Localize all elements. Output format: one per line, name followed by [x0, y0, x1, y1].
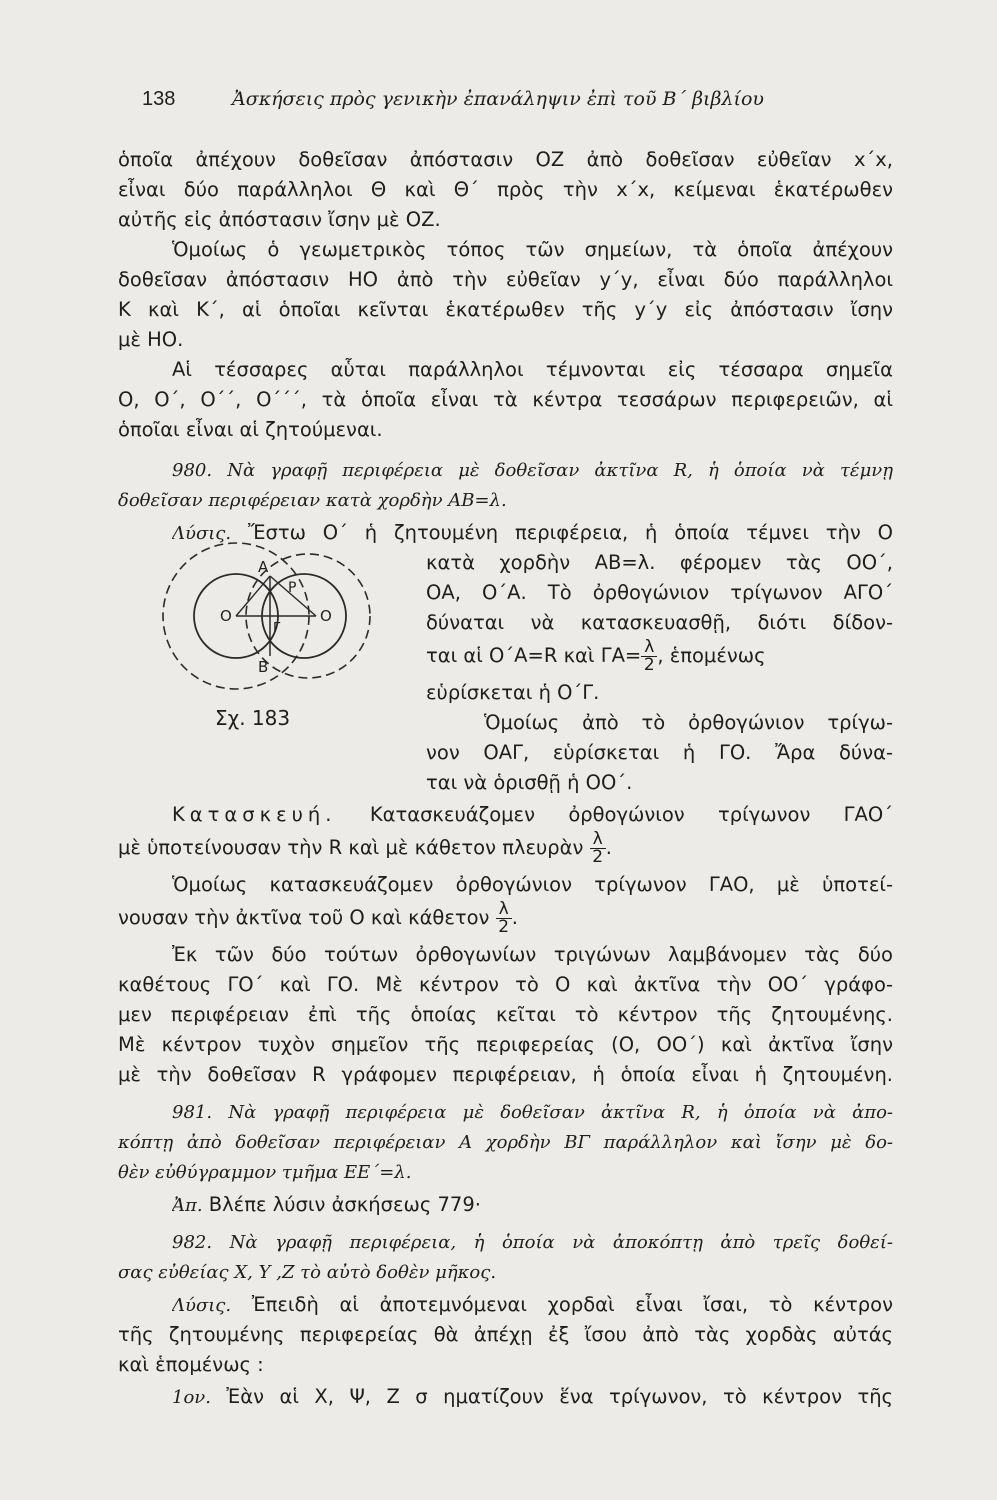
fraction-numerator: λ [641, 639, 657, 657]
text-line: Μὲ κέντρον τυχὸν σημεῖον τῆς περιφερείας (Ο, ΟΟ΄) καὶ ἀκτῖνα ἴσην [118, 1033, 893, 1056]
text-line: ΟΑ, Ο΄Α. Τὸ ὀρθογώνιον τρίγωνον ΑΓΟ΄ [426, 581, 893, 604]
text-span: Ἔστω Ο΄ ἡ ζητουμένη περιφέρεια, ἡ ὁποία τέμνει τὴν Ο [247, 521, 893, 544]
text-line: ται νὰ ὁρισθῇ ἡ ΟΟ΄. [426, 771, 633, 794]
text-line: αὐτῆς εἰς ἀπόστασιν ἴσην μὲ ΟΖ. [118, 208, 441, 231]
text-line: μὲ τὴν δοθεῖσαν R γράφομεν περιφέρειαν, ἡ ὁποία εἶναι ἡ ζητουμένη. [118, 1063, 893, 1086]
text-span: ται αἱ Ο΄Α=R καὶ ΓΑ= [426, 644, 642, 667]
text-line: ὁποῖα ἀπέχουν δοθεῖσαν ἀπόστασιν ΟΖ ἀπὸ δοθεῖσαν εὐθεῖαν x΄x, [118, 148, 893, 171]
label-P: Ρ [288, 580, 297, 596]
answer-981-line [172, 1190, 893, 1221]
label-A: Α [258, 558, 269, 576]
fraction-denominator: 2 [643, 655, 655, 675]
label-O-right: Ο [320, 607, 332, 625]
text-line: δύναται νὰ κατασκευασθῇ, διότι δίδον- [426, 611, 893, 634]
fraction-lambda-over-2 [590, 831, 606, 866]
construction-heading-line [172, 800, 893, 830]
text-line: ὁποῖαι εἶναι αἱ ζητούμεναι. [118, 418, 383, 441]
fraction-denominator: 2 [592, 847, 604, 867]
label-O-left: Ο [220, 607, 232, 625]
figure-caption: Σχ. 183 [215, 706, 291, 730]
fraction-denominator: 2 [498, 917, 510, 937]
problem-text: Νὰ γραφῇ περιφέρεια μὲ δοθεῖσαν ἀκτῖνα R, ἡ ὁποία νὰ τέμνῃ [227, 460, 893, 481]
text-line: εὑρίσκεται ἡ Ο΄Γ. [426, 681, 600, 704]
text-line: Αἱ τέσσαρες αὗται παράλληλοι τέμνονται εἰς τέσσαρα σημεῖα [172, 358, 893, 381]
lysis-label: Λύσις. [172, 523, 232, 544]
figure-183-intersecting-circles [150, 520, 390, 700]
text-span: Βλέπε λύσιν ἀσκήσεως 779· [208, 1193, 481, 1216]
case-1-line [172, 1382, 893, 1413]
text-line: Ο, Ο΄, Ο΄΄, Ο΄΄΄, τὰ ὁποῖα εἶναι τὰ κέντρα τεσσάρων περιφερειῶν, αἱ [118, 388, 893, 411]
construction-label: Κατασκευή. [172, 803, 337, 826]
problem-number: 980. [172, 460, 213, 481]
problem-number: 981. [172, 1102, 213, 1123]
text-line: καὶ ἑπομένως : [118, 1353, 264, 1376]
text-line: Ὁμοίως ὁ γεωμετρικὸς τόπος τῶν σημείων, τὰ ὁποῖα ἀπέχουν [172, 238, 893, 261]
fraction-numerator: λ [496, 901, 512, 919]
text-line-with-fraction [426, 636, 893, 676]
text-line: δοθεῖσαν ἀπόστασιν ΗΟ ἀπὸ τὴν εὐθεῖαν y΄y, εἶναι δύο παράλληλοι [118, 268, 893, 291]
text-line-with-fraction: νουσαν τὴν ἀκτῖνα τοῦ Ο καὶ κάθετον $\frac{\lambda}{2}$ . [118, 899, 518, 937]
problem-982-statement [172, 1228, 893, 1258]
text-span: μὲ ὑποτείνουσαν τὴν R καὶ μὲ κάθετον πλευρὰν [118, 836, 584, 859]
text-line: μεν περιφέρειαν ἐπὶ τῆς ὁποίας κεῖται τὸ κέντρον τῆς ζητουμένης. [118, 1003, 893, 1026]
problem-980-statement [172, 456, 893, 486]
problem-text: Νὰ γραφῇ περιφέρεια μὲ δοθεῖσαν ἀκτῖνα R, ἡ ὁποία νὰ ἀπο- [228, 1102, 893, 1123]
problem-981-statement-cont: κόπτῃ ἀπὸ δοθεῖσαν περιφέρειαν Α χορδὴν ΒΓ παράλληλον καὶ ἴσην μὲ δο- [118, 1132, 893, 1153]
case-label: 1ον. [172, 1387, 211, 1408]
problem-980-statement-cont: δοθεῖσαν περιφέρειαν κατὰ χορδὴν ΑΒ=λ. [118, 490, 507, 511]
text-line: τῆς ζητουμένης περιφερείας θὰ ἀπέχῃ ἐξ ἴσου ἀπὸ τὰς χορδὰς αὐτάς [118, 1323, 893, 1346]
fraction-lambda-over-2 [641, 639, 657, 674]
text-span: Ἐπειδὴ αἱ ἀποτεμνόμεναι χορδαὶ εἶναι ἴσαι, τὸ κέντρον [251, 1293, 893, 1316]
header-title: Ἀσκήσεις πρὸς γενικὴν ἐπανάληψιν ἐπὶ τοῦ Β΄ βιβλίου [232, 88, 764, 110]
text-line: καθέτους ΓΟ΄ καὶ ΓΟ. Μὲ κέντρον τὸ Ο καὶ ἀκτῖνα τὴν ΟΟ΄ γράφο- [118, 973, 893, 996]
problem-981-statement-end: θὲν εὐθύγραμμον τμῆμα ΕΕ΄=λ. [118, 1162, 412, 1183]
solution-982-line [172, 1290, 893, 1321]
page-number: 138 [142, 88, 176, 110]
text-line: Ὁμοίως ἀπὸ τὸ ὀρθογώνιον τρίγω- [484, 711, 893, 734]
text-line: Ἐκ τῶν δύο τούτων ὀρθογωνίων τριγώνων λαμβάνομεν τὰς δύο [172, 943, 893, 966]
text-line: Κ καὶ Κ΄, αἱ ὁποῖαι κεῖνται ἑκατέρωθεν τῆς y΄y εἰς ἀπόστασιν ἴσην [118, 298, 893, 321]
text-line: κατὰ χορδὴν ΑΒ=λ. φέρομεν τὰς ΟΟ΄, [426, 551, 893, 574]
text-span: Ἐὰν αἱ Χ, Ψ, Ζ σ ηματίζουν ἕνα τρίγωνον, τὸ κέντρον τῆς [226, 1385, 893, 1408]
label-G: Γ [273, 621, 281, 636]
fraction-lambda-over-2 [496, 901, 512, 936]
text-span: Κατασκευάζομεν ὀρθογώνιον τρίγωνον ΓΑΟ΄ [369, 803, 893, 826]
problem-number: 982. [172, 1232, 213, 1253]
label-B: Β [258, 658, 269, 676]
text-span: , ἑπομένως [657, 644, 766, 667]
text-line: εἶναι δύο παράλληλοι Θ καὶ Θ΄ πρὸς τὴν x΄x, κείμεναι ἑκατέρωθεν [118, 178, 893, 201]
text-line-with-fraction: μὲ ὑποτείνουσαν τὴν R καὶ μὲ κάθετον πλευρὰν $\frac{\lambda}{2}$ . [118, 829, 612, 867]
text-span: νουσαν τὴν ἀκτῖνα τοῦ Ο καὶ κάθετον [118, 906, 490, 929]
text-line: μὲ ΗΟ. [118, 328, 184, 351]
answer-label: Ἀπ. [172, 1195, 203, 1216]
problem-982-statement-cont: σας εὐθείας Χ, Υ ,Ζ τὸ αὐτὸ δοθὲν μῆκος. [118, 1262, 497, 1283]
fraction-numerator: λ [590, 831, 606, 849]
problem-981-statement [172, 1098, 893, 1128]
lysis-label: Λύσις. [172, 1295, 232, 1316]
text-line: νον ΟΑΓ, εὑρίσκεται ἡ ΓΟ. Ἄρα δύνα- [426, 741, 893, 764]
text-line: Ὁμοίως κατασκευάζομεν ὀρθογώνιον τρίγωνον ΓΑΟ, μὲ ὑποτεί- [172, 873, 893, 896]
segment-OA [236, 576, 270, 616]
problem-text: Νὰ γραφῇ περιφέρεια, ἡ ὁποία νὰ ἀποκόπτῃ ἀπὸ τρεῖς δοθεί- [229, 1232, 893, 1253]
